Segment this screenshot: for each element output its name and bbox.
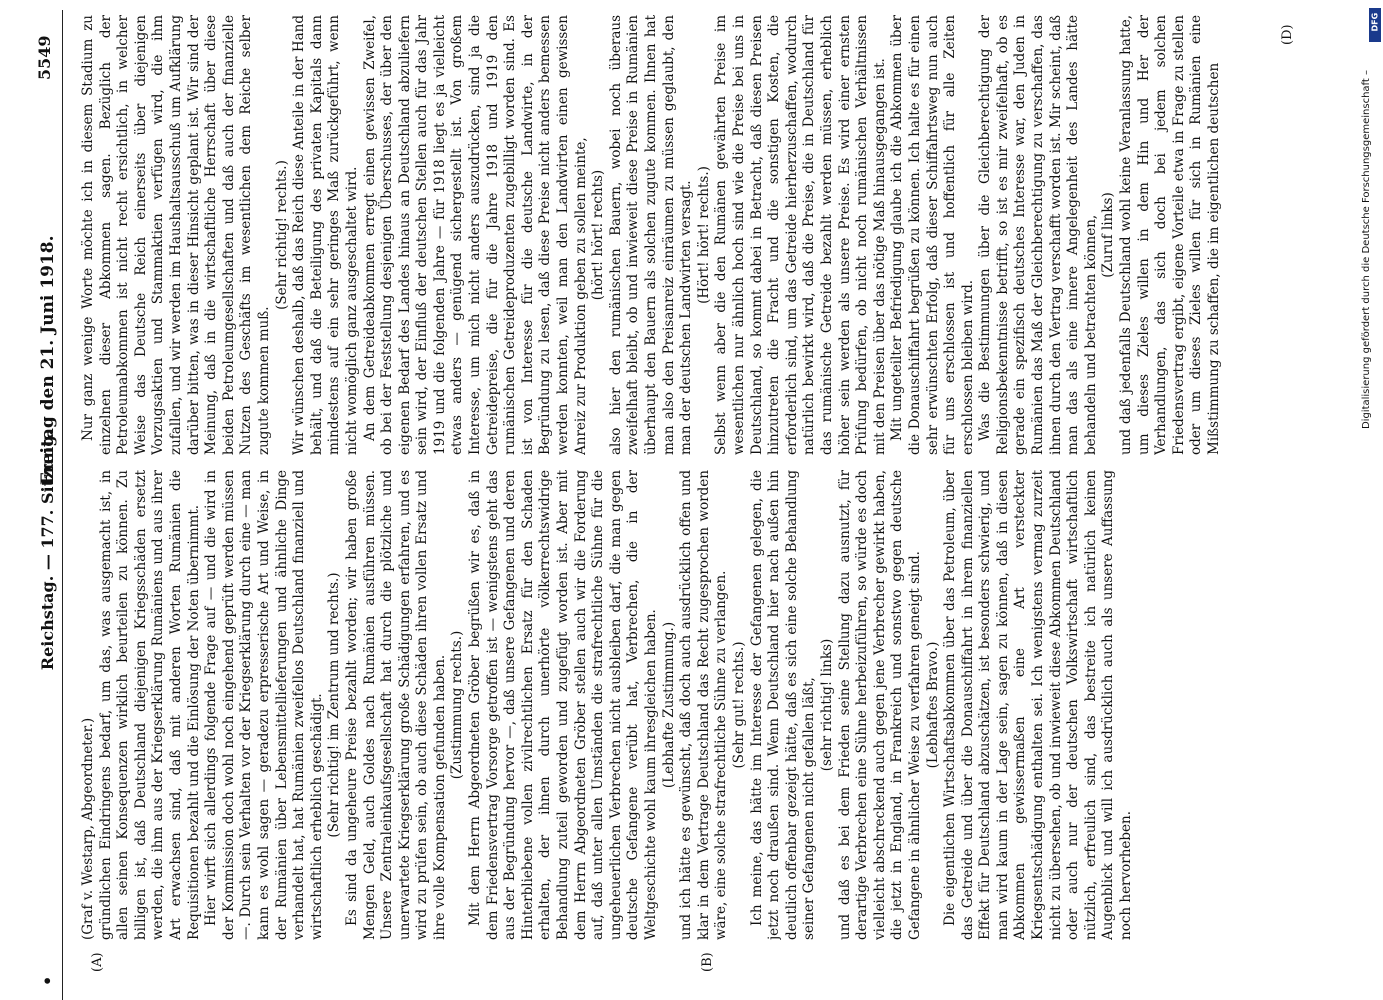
left-column-paragraph: (Lebhaftes Bravo.) xyxy=(924,641,941,769)
credit-text: Digitalisierung gefördert durch die Deutsche Forschungsgemeinschaft – xyxy=(1361,70,1372,430)
left-column-paragraph: (Sehr richtig! im Zentrum und rechts.) xyxy=(326,572,343,838)
header-dot: • xyxy=(38,975,57,986)
left-column-paragraph: Die eigentlichen Wirtschaftsabkommen über das Petroleum, über das Getreide und über die Donauschiffahrt in ihrem finanziellen Effekt für Deutschland abzuschätzen, ist besonders schwierig, und man wird kaum in der Lage sein, sagen zu können, daß in diesen Abkommen gewissermaßen eine Art versteckter Kriegsentschädigung enthalten sei. Ich wenigstens vermag zurzeit nicht zu übersehen, ob und inwieweit diese Abkommen Deutschland oder auch nur der deutschen Volkswirtschaft wirtschaftlich nützlich, erfreulich sind, das bestreite ich natürlich keinen Augenblick und will ich ausdrücklich auch als unsere Auffassung noch hervorheben. xyxy=(942,470,1135,940)
header-rule xyxy=(62,10,63,1000)
left-column-paragraph: Hier wirft sich allerdings folgende Frage auf — und die wird in der Kommission doch wohl noch eingehend geprüft werden müssen —. Durch sein Verhalten vor der Kriegserklärung durch eine — man kann es wohl sagen — geradezu erpresserische Art und Weise, in der Rumänien über Lebensmittellieferungen und ähnliche Dinge verhandelt hat, hat Rumänien zweifellos Deutschland finanziell und wirtschaftlich erheblich geschädigt. xyxy=(203,470,325,940)
right-column-paragraph: (Zuruf links) xyxy=(1100,192,1117,278)
left-column-paragraph: Ich meine, das hätte im Interesse der Gefangenen gelegen, die jetzt noch draußen sind. Wenn Deutschland hier nach außen hin deutlich offenbar gezeigt hätte, daß es sich eine solche Behandlung seiner Gefangenen nicht gefallen läßt, xyxy=(748,470,818,940)
dfg-logo xyxy=(1369,8,1381,42)
credit-strip xyxy=(1350,0,1383,1000)
left-column-paragraph: Es sind da ungeheure Preise bezahlt worden; wir haben große Mengen Geld, auch Goldes nach Rumänien ausführen müssen. Unsere Zentraleinkaufsgesellschaft hat durch die plötzliche und unerwartete Kriegserklärung große Schädigungen erfahren, und es wird zu prüfen sein, ob auch diese Schäden ihren vollen Ersatz und ihre volle Kompensation gefunden haben. xyxy=(343,470,448,940)
right-column-paragraph: An dem Getreideabkommen erregt einen gewissen Zweifel, ob bei der Feststellung desjenigen Überschusses, der über den eigenen Bedarf des Landes hinaus an Deutschland abzuliefern sein wird, der Einfluß der deutschen Stellen auch für das Jahr 1919 und die folgenden Jahre — für 1918 liegt es ja vielleicht etwas anders — genügend sichergestellt ist. Von großem Interesse, um mich nicht anders auszudrücken, sind ja die Getreidepreise, die für die Jahre 1918 und 1919 den rumänischen Getreideproduzenten zugebilligt worden sind. Es ist von Interesse für die deutsche Landwirte, in der Begründung zu lesen, daß diese Preise nicht anders bemessen werden konnten, weil man den Landwirten einen gewissen Anreiz zur Produktion geben zu sollen meinte, xyxy=(361,15,589,455)
right-column-paragraph: Nur ganz wenige Worte möchte ich in diesem Stadium zu einzelnen dieser Abkommen sagen. Bezüglich der Petroleumabkommen ist nicht recht ersichtlich, in welcher Weise das Deutsche Reich einerseits über diejenigen Vorzugsaktien und Stammaktien verfügen wird, die ihm zufallen, und wir werden im Haushaltsausschuß um Aufklärung darüber bitten, was in dieser Hinsicht geplant ist. Wir sind der Meinung, daß in die wirtschaftliche Herrschaft über diese beiden Petroleumgesellschaften und daß auch der finanzielle Nutzen des Geschäfts im wesentlichen dem Reiche selber zugute kommen muß. xyxy=(80,15,272,455)
right-column-paragraph: (hört! hört! rechts) xyxy=(590,169,607,301)
right-text-column xyxy=(80,15,1320,455)
left-column-paragraph: und daß es bei dem Frieden seine Stellung dazu ausnutzt, für derartige Verbrechen eine Sühne herbeizuführen, so würde es doch vielleicht abschreckend auch gegen jene Verbrecher gewirkt haben, die jetzt in England, in Frankreich und sonstwo gegen deutsche Gefangene in ähnlicher Weise zu verfahren geneigt sind. xyxy=(836,470,923,940)
right-column-paragraph: Wir wünschen deshalb, daß das Reich diese Anteile in der Hand behält, und daß die Beteiligung des privaten Kapitals dann mindestens auf ein sehr geringes Maß zurückgeführt, wenn nicht womöglich ganz ausgeschaltet wird. xyxy=(291,15,360,455)
left-text-column xyxy=(80,470,1320,940)
left-column-paragraph: (sehr richtig! links) xyxy=(818,638,835,772)
dfg-logo-text: DFG xyxy=(1370,12,1380,32)
left-column-paragraph: Mit dem Herrn Abgeordneten Gröber begrüßen wir es, daß in dem Friedensvertrag Vorsorge getroffen ist — wenigstens geht das aus der Begründung hervor —, daß unsere Gefangenen und deren Hinterbliebene vollen zivilrechtlichen Ersatz für den Schaden erhalten, der ihnen durch unerhörte völkerrechtswidrige Behandlung zuteil geworden und zugefügt worden ist. Aber mit dem Herrn Abgeordneten Gröber stellen auch wir die Forderung auf, daß unter allen Umständen die strafrechtliche Sühne für die ungeheuerlichen Verbrechen nicht ausbleiben darf, die man gegen deutsche Gefangene verübt hat, Verbrechen, die in der Weltgeschichte wohl kaum ihresgleichen haben. xyxy=(467,470,659,940)
left-column-paragraph: (Sehr gut! rechts.) xyxy=(730,641,747,769)
right-column-paragraph: (Sehr richtig! rechts.) xyxy=(273,160,290,310)
header-date: Freitag den 21. Juni 1918. xyxy=(38,235,58,485)
margin-mark-b: (B) xyxy=(700,952,715,972)
left-column-paragraph: und ich hätte es gewünscht, daß doch auch ausdrücklich offen und klar in dem Vertrage Deutschland das Recht zugesprochen worden wäre, eine solche strafrechtliche Sühne zu verlangen. xyxy=(678,470,730,940)
header-page-number: 5549 xyxy=(35,35,54,80)
header-left xyxy=(38,429,57,986)
right-column-paragraph: und daß jedenfalls Deutschland wohl keine Veranlassung hatte, um dieses Zieles willen in dem Hin und Her der Verhandlungen, das sich doch bei jedem solchen Friedensvertrag ergibt, eigene Vorteile etwa in Frage zu stellen oder um dieses Zieles willen für sich in Rumänien eine Mißstimmung zu schaffen, die im eigentlichen deutschen xyxy=(1118,15,1222,455)
right-column-paragraph: also hier den rumänischen Bauern, wobei noch überaus zweifelhaft bleibt, ob und inwieweit diese Preise in Rumänien überhaupt den Bauern als solchen zugute kommen. Ihnen hat man also den Preisanreiz einräumen zu müssen geglaubt, den man der deutschen Landwirten versagt. xyxy=(607,15,695,455)
header-session-title: Reichstag. — 177. Sitzung. xyxy=(38,429,57,671)
right-column-paragraph: Mit ungeteilter Befriedigung glaube ich die Abkommen über die Donauschiffahrt begrüßen zu können. Ich halte es für einen sehr erwünschten Erfolg, daß dieser Schiffahrtsweg nun auch für uns erschlossen ist und hoffentlich für alle Zeiten erschlossen bleiben wird. xyxy=(889,15,976,455)
left-column-paragraph: (Zustimmung rechts.) xyxy=(449,630,466,780)
left-column-paragraph: gründlichen Eindringens bedarf, um das, was ausgemacht ist, in allen seinen Konsequenzen wirklich beurteilen zu können. Zu billigen ist, daß Deutschland diejenigen Kriegsschäden ersetzt werden, die ihm aus der Kriegserklärung Rumäniens und aus ihrer Art erwachsen sind, daß mit anderen Worten Rumänien die Requisitionen bezahlt und die Einlösung der Noten übernimmt. xyxy=(97,470,202,940)
right-column-paragraph: Was die Bestimmungen über die Gleichberechtigung der Religionsbekenntnisse betrifft, so ist es mir zweifelhaft, ob es gerade ein spezifisch deutsches Interesse war, den Juden in Rumänien das Maß der Gleichberechtigung zu verschaffen, das ihnen durch den Vertrag verschafft worden ist. Mir scheint, daß man das als eine innere Angelegenheit des Landes hätte behandeln und betrachten können, xyxy=(977,15,1099,455)
left-column-paragraph: (Graf v. Westarp, Abgeordneter.) xyxy=(80,717,96,940)
left-column-paragraph: (Lebhafte Zustimmung.) xyxy=(660,621,677,789)
margin-mark-d: (D) xyxy=(1280,24,1295,45)
right-column-paragraph: (Hört! hört! rechts.) xyxy=(695,166,712,304)
right-column-paragraph: Selbst wenn aber die den Rumänen gewährten Preise im wesentlichen nur ähnlich hoch sind wie die Preise bei uns in Deutschland, so kommt dabei in Betracht, daß diesen Preisen hinzutreten die Fracht und die sonstigen Kosten, die erforderlich sind, um das Getreide hierherzuschaffen, wodurch natürlich bewirkt wird, daß die Preise, die in Deutschland für das rumänische Getreide bezahlt werden müssen, erheblich höher sein werden als unsere Preise. Es wird einer ernsten Prüfung bedürfen, ob nicht noch rumänischen Verhältnissen mit den Preisen über das nötige Maß hinausgegangen ist. xyxy=(713,15,888,455)
margin-mark-a: (A) xyxy=(90,952,105,972)
